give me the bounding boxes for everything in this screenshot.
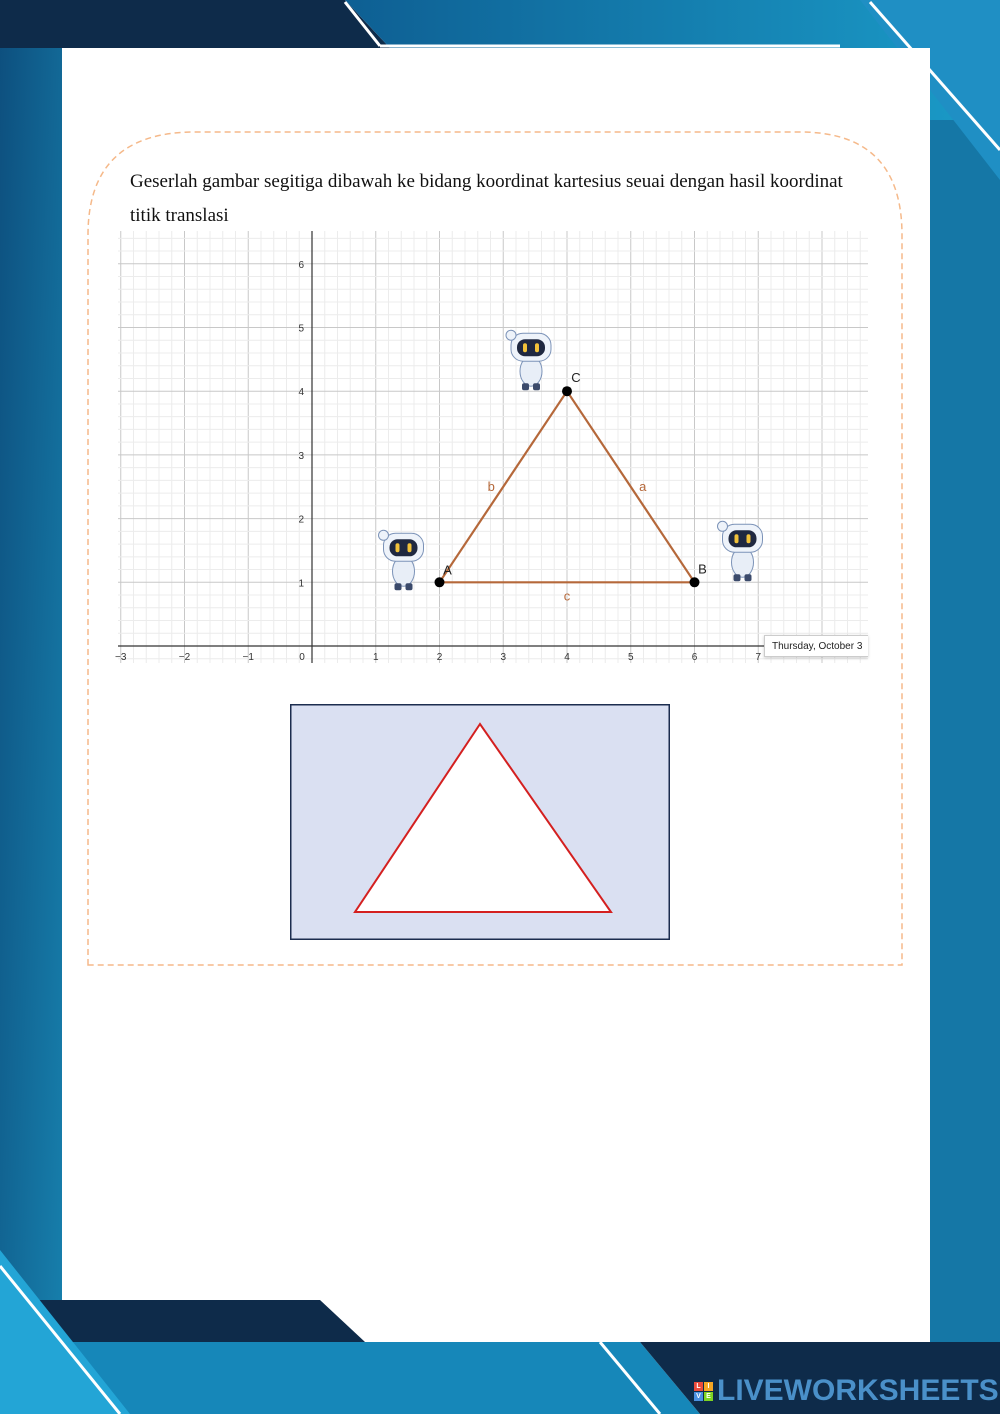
draggable-triangle-card[interactable] xyxy=(290,704,670,940)
point-label-B: B xyxy=(698,561,707,577)
side-label-b: b xyxy=(487,478,495,494)
point-label-C: C xyxy=(571,370,581,386)
logo-mark-icon xyxy=(694,1382,713,1401)
y-tick-label: 2 xyxy=(298,514,304,526)
logo-letter: E xyxy=(704,1392,713,1401)
x-tick-label: −2 xyxy=(178,652,191,663)
point-A xyxy=(435,577,445,587)
x-tick-label: 5 xyxy=(627,652,634,663)
x-tick-label: 3 xyxy=(500,652,507,663)
point-B xyxy=(690,577,700,587)
logo-text: LIVEWORKSHEETS xyxy=(717,1374,999,1407)
date-tooltip: Thursday, October 3 xyxy=(764,635,868,657)
liveworksheets-logo xyxy=(694,1376,999,1406)
x-tick-label: 2 xyxy=(436,652,443,663)
robot-icon xyxy=(718,521,763,581)
x-tick-label: 0 xyxy=(299,652,305,663)
x-tick-label: 6 xyxy=(691,652,698,663)
y-tick-label: 5 xyxy=(298,323,304,335)
point-C xyxy=(562,386,572,396)
logo-letter: L xyxy=(694,1382,703,1391)
x-tick-label: −3 xyxy=(115,652,127,663)
instruction-line-2: titik translasi xyxy=(130,205,229,226)
x-tick-label: −1 xyxy=(242,652,254,663)
y-tick-label: 6 xyxy=(298,259,304,271)
y-tick-label: 1 xyxy=(298,578,304,590)
robot-icon xyxy=(379,530,424,590)
robot-icon xyxy=(506,330,551,390)
y-tick-label: 3 xyxy=(298,450,304,462)
y-tick-label: 4 xyxy=(298,387,304,399)
x-tick-label: 7 xyxy=(755,652,762,663)
side-label-c: c xyxy=(563,588,571,604)
x-tick-label: 4 xyxy=(564,652,570,663)
instruction-text xyxy=(130,165,900,233)
x-tick-label: 1 xyxy=(372,652,379,663)
logo-letter: I xyxy=(704,1382,713,1391)
point-label-A: A xyxy=(443,562,452,578)
instruction-line-1: Geserlah gambar segitiga dibawah ke bidang koordinat kartesius seuai dengan hasil koordinat xyxy=(130,171,843,192)
logo-letter: V xyxy=(694,1392,703,1401)
cartesian-graph xyxy=(115,231,868,663)
side-label-a: a xyxy=(639,478,647,494)
